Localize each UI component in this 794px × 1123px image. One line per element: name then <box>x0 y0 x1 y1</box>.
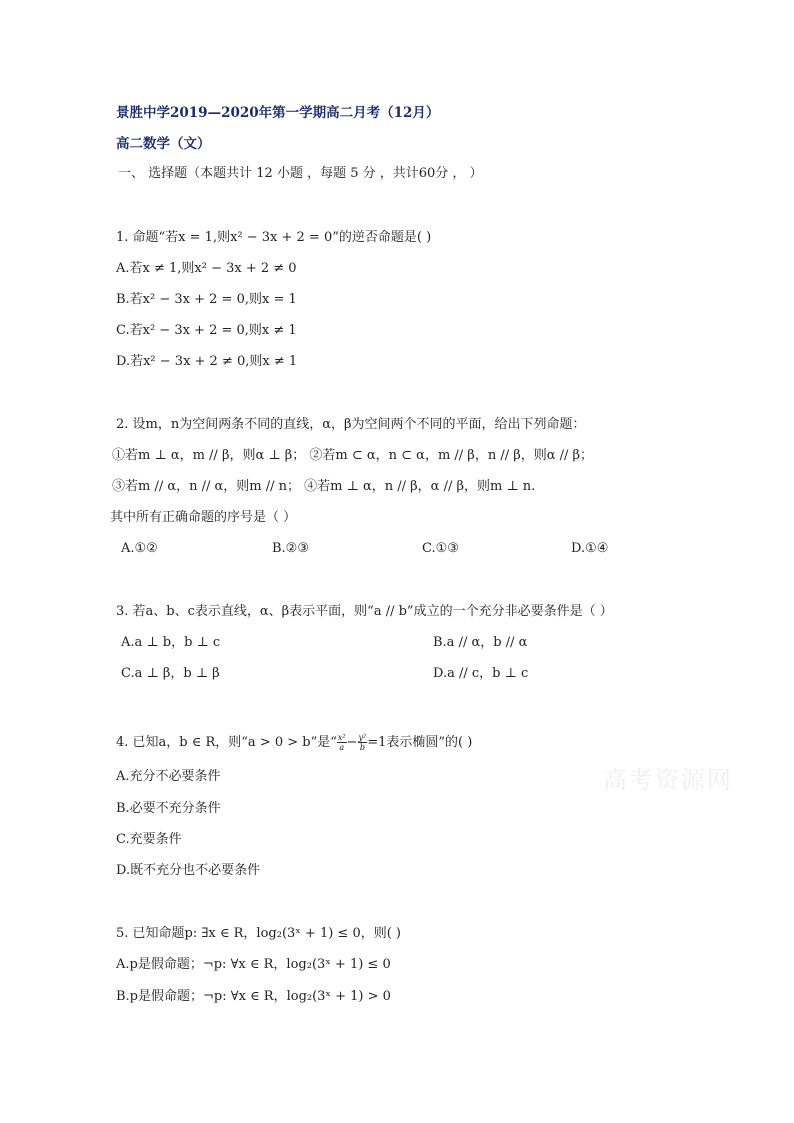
q3-option-c: C.a ⊥ β，b ⊥ β <box>121 666 220 681</box>
q4-option-b: B.必要不充分条件 <box>116 801 221 816</box>
q2-option-a: A.①② <box>121 541 158 556</box>
q2-option-b: B.②③ <box>272 541 309 556</box>
q1-option-c: C.若x² − 3x + 2 = 0,则x ≠ 1 <box>116 323 297 338</box>
q4-option-a: A.充分不必要条件 <box>116 769 221 784</box>
q4-frac-y-num: y² <box>358 733 367 742</box>
q5-option-a: A.p是假命题；¬p: ∀x ∈ R，log₂(3ˣ + 1) ≤ 0 <box>116 957 391 972</box>
q1-option-a: A.若x ≠ 1,则x² − 3x + 2 ≠ 0 <box>116 261 297 276</box>
q4-stem-post: =1表示椭圆”的( ) <box>367 735 473 750</box>
section-heading: 一、 选择题（本题共计 12 小题 ，每题 5 分 ，共计60分 ， ） <box>118 166 483 181</box>
q3-option-b: B.a // α，b // α <box>433 635 528 650</box>
q1-stem: 1. 命题“若x = 1,则x² − 3x + 2 = 0”的逆否命题是( ) <box>116 230 432 245</box>
q4-stem-pre: 4. 已知a，b ∈ R，则“a > 0 > b”是“ <box>116 735 337 750</box>
q3-stem: 3. 若a、b、c表示直线，α、β表示平面，则“a // b”成立的一个充分非必要条件是（ ） <box>116 604 613 619</box>
q1-option-d: D.若x² − 3x + 2 ≠ 0,则x ≠ 1 <box>116 354 298 369</box>
q4-fraction-y <box>358 733 368 752</box>
q4-stem <box>116 733 472 752</box>
q2-option-c: C.①③ <box>422 541 459 556</box>
q1-option-b: B.若x² − 3x + 2 = 0,则x = 1 <box>116 292 297 307</box>
q5-option-b: B.p是假命题；¬p: ∀x ∈ R，log₂(3ˣ + 1) > 0 <box>116 989 391 1004</box>
q4-frac-y-den: b <box>359 743 365 752</box>
q2-stem: 2. 设m，n为空间两条不同的直线，α，β为空间两个不同的平面，给出下列命题： <box>116 417 586 432</box>
subject-title: 高二数学（文） <box>116 136 211 152</box>
q2-option-d: D.①④ <box>571 541 609 556</box>
q3-option-d: D.a // c，b ⊥ c <box>433 666 529 681</box>
q2-props-1-2: ①若m ⊥ α，m // β，则α ⊥ β； ②若m ⊂ α，n ⊂ α，m // β，n // β，则α // β； <box>112 448 594 463</box>
q2-ask: 其中所有正确命题的序号是（ ） <box>110 510 297 525</box>
watermark: 高考资源网 <box>603 766 733 794</box>
exam-title: 景胜中学2019—2020年第一学期高二月考（12月） <box>116 105 440 121</box>
q4-option-d: D.既不充分也不必要条件 <box>116 863 261 878</box>
q4-fraction-x <box>337 733 347 752</box>
q2-props-3-4: ③若m // α，n // α，则m // n； ④若m ⊥ α，n // β，α // β，则m ⊥ n. <box>112 479 536 494</box>
q4-frac-x-den: a <box>339 743 345 752</box>
q4-option-c: C.充要条件 <box>116 832 182 847</box>
q5-stem: 5. 已知命题p: ∃x ∈ R，log₂(3ˣ + 1) ≤ 0，则( ) <box>116 926 402 941</box>
q4-minus: − <box>346 735 358 750</box>
q4-frac-x-num: x² <box>337 733 346 742</box>
q3-option-a: A.a ⊥ b，b ⊥ c <box>121 635 221 650</box>
